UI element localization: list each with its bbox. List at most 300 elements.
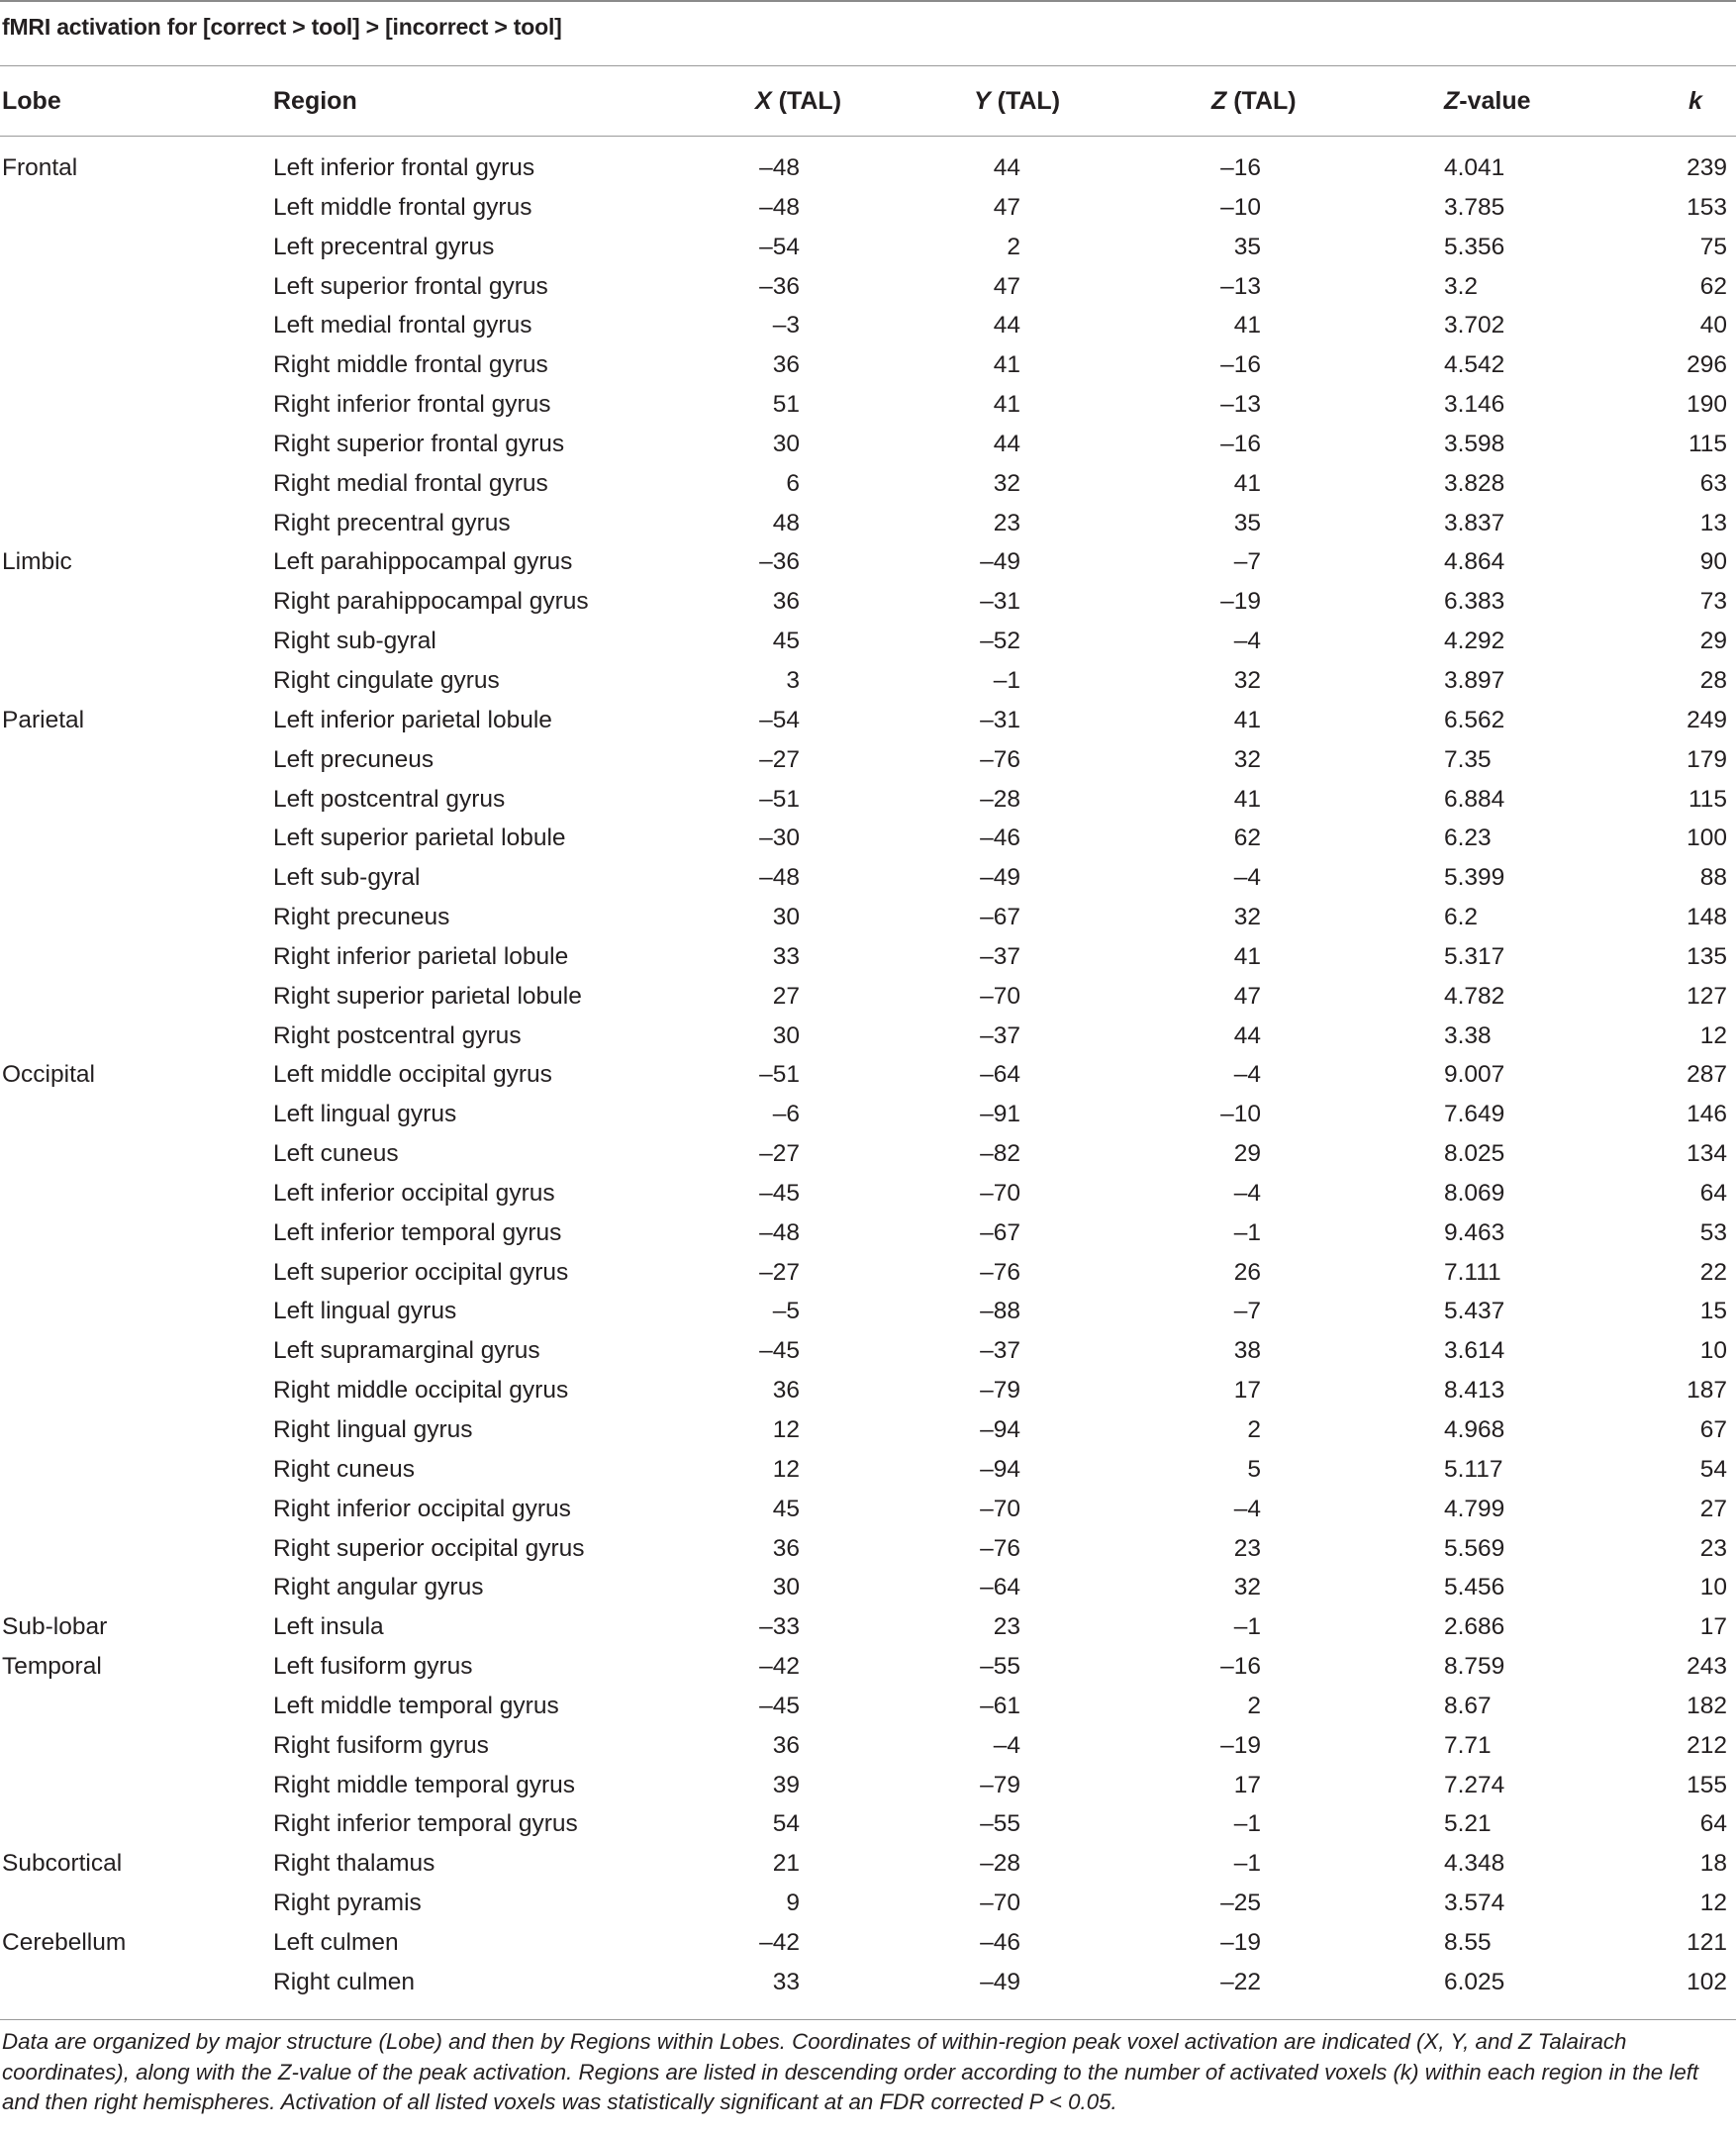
z-cell: 17 bbox=[1233, 1771, 1261, 1798]
y-cell: –49 bbox=[980, 548, 1020, 576]
k-cell: 146 bbox=[1687, 1101, 1727, 1128]
table-row bbox=[0, 1174, 1736, 1213]
table-row bbox=[0, 582, 1736, 622]
z-cell: 5 bbox=[1247, 1455, 1261, 1483]
x-cell: 30 bbox=[772, 904, 800, 931]
lobe-cell: Occipital bbox=[2, 1061, 95, 1089]
z-cell: 47 bbox=[1233, 982, 1261, 1010]
table-row bbox=[0, 385, 1736, 425]
x-cell: –42 bbox=[759, 1928, 800, 1956]
x-cell: –3 bbox=[772, 312, 800, 339]
region-cell: Right inferior occipital gyrus bbox=[273, 1495, 571, 1522]
zvalue-cell: 5.569 bbox=[1444, 1534, 1505, 1562]
x-cell: 36 bbox=[772, 351, 800, 379]
z-cell: 32 bbox=[1233, 1574, 1261, 1601]
y-cell: –76 bbox=[980, 1258, 1020, 1286]
region-cell: Right middle frontal gyrus bbox=[273, 351, 548, 379]
zvalue-cell: 3.146 bbox=[1444, 391, 1505, 419]
y-cell: –79 bbox=[980, 1377, 1020, 1405]
zvalue-cell: 8.025 bbox=[1444, 1140, 1505, 1168]
x-cell: –54 bbox=[759, 233, 800, 260]
zvalue-cell: 6.2 bbox=[1444, 904, 1479, 931]
z-cell: 32 bbox=[1233, 666, 1261, 694]
table-row bbox=[0, 1923, 1736, 1963]
k-cell: 212 bbox=[1687, 1731, 1727, 1759]
x-cell: 39 bbox=[772, 1771, 800, 1798]
y-cell: –76 bbox=[980, 1534, 1020, 1562]
y-cell: –70 bbox=[980, 1179, 1020, 1207]
x-cell: –45 bbox=[759, 1692, 800, 1719]
region-cell: Right pyramis bbox=[273, 1890, 422, 1917]
z-cell: –1 bbox=[1233, 1613, 1261, 1641]
y-cell: –91 bbox=[980, 1101, 1020, 1128]
k-cell: 182 bbox=[1687, 1692, 1727, 1719]
k-cell: 64 bbox=[1699, 1810, 1727, 1838]
k-cell: 243 bbox=[1687, 1653, 1727, 1681]
k-cell: 53 bbox=[1699, 1218, 1727, 1246]
x-cell: 12 bbox=[772, 1416, 800, 1443]
x-cell: –51 bbox=[759, 785, 800, 813]
k-cell: 64 bbox=[1699, 1179, 1727, 1207]
region-cell: Right medial frontal gyrus bbox=[273, 469, 548, 497]
region-cell: Left fusiform gyrus bbox=[273, 1653, 473, 1681]
region-cell: Left supramarginal gyrus bbox=[273, 1337, 540, 1365]
y-cell: –94 bbox=[980, 1455, 1020, 1483]
region-cell: Right postcentral gyrus bbox=[273, 1021, 522, 1049]
zvalue-cell: 7.35 bbox=[1444, 745, 1492, 773]
zvalue-cell: 3.837 bbox=[1444, 509, 1505, 536]
y-cell: –37 bbox=[980, 1337, 1020, 1365]
y-cell: –67 bbox=[980, 1218, 1020, 1246]
x-cell: 21 bbox=[772, 1850, 800, 1878]
x-cell: –51 bbox=[759, 1061, 800, 1089]
x-cell: 36 bbox=[772, 588, 800, 616]
x-cell: –45 bbox=[759, 1337, 800, 1365]
zvalue-cell: 4.782 bbox=[1444, 982, 1505, 1010]
y-cell: 41 bbox=[993, 351, 1020, 379]
k-cell: 88 bbox=[1699, 864, 1727, 892]
region-cell: Left precentral gyrus bbox=[273, 233, 495, 260]
region-cell: Left culmen bbox=[273, 1928, 399, 1956]
k-cell: 239 bbox=[1687, 154, 1727, 181]
y-cell: –82 bbox=[980, 1140, 1020, 1168]
region-cell: Right lingual gyrus bbox=[273, 1416, 473, 1443]
region-cell: Left medial frontal gyrus bbox=[273, 312, 532, 339]
table-row bbox=[0, 228, 1736, 267]
table-row bbox=[0, 504, 1736, 543]
z-cell: 35 bbox=[1233, 509, 1261, 536]
region-cell: Left inferior frontal gyrus bbox=[273, 154, 535, 181]
bottom-rule bbox=[0, 2019, 1736, 2020]
y-cell: –46 bbox=[980, 1928, 1020, 1956]
y-cell: –88 bbox=[980, 1298, 1020, 1325]
z-cell: –7 bbox=[1233, 548, 1261, 576]
table-row bbox=[0, 1450, 1736, 1490]
x-cell: 36 bbox=[772, 1731, 800, 1759]
table-row bbox=[0, 1095, 1736, 1134]
k-cell: 18 bbox=[1699, 1850, 1727, 1878]
region-cell: Right precentral gyrus bbox=[273, 509, 511, 536]
region-cell: Right sub-gyral bbox=[273, 628, 436, 655]
x-cell: 30 bbox=[772, 1021, 800, 1049]
table-row bbox=[0, 780, 1736, 820]
table-row bbox=[0, 1410, 1736, 1450]
k-cell: 155 bbox=[1687, 1771, 1727, 1798]
table-row bbox=[0, 1647, 1736, 1687]
zvalue-cell: 7.71 bbox=[1444, 1731, 1492, 1759]
y-cell: –64 bbox=[980, 1061, 1020, 1089]
table-row bbox=[0, 937, 1736, 977]
table-row bbox=[0, 858, 1736, 898]
zvalue-cell: 7.649 bbox=[1444, 1101, 1505, 1128]
zvalue-cell: 3.38 bbox=[1444, 1021, 1492, 1049]
y-cell: –55 bbox=[980, 1653, 1020, 1681]
table-row bbox=[0, 345, 1736, 385]
k-cell: 287 bbox=[1687, 1061, 1727, 1089]
k-cell: 296 bbox=[1687, 351, 1727, 379]
region-cell: Left middle occipital gyrus bbox=[273, 1061, 552, 1089]
k-cell: 121 bbox=[1687, 1928, 1727, 1956]
z-cell: –16 bbox=[1220, 430, 1261, 457]
region-cell: Left inferior occipital gyrus bbox=[273, 1179, 555, 1207]
region-cell: Right thalamus bbox=[273, 1850, 435, 1878]
region-cell: Right angular gyrus bbox=[273, 1574, 484, 1601]
y-cell: –70 bbox=[980, 1495, 1020, 1522]
region-cell: Left lingual gyrus bbox=[273, 1298, 457, 1325]
region-cell: Right inferior parietal lobule bbox=[273, 942, 569, 970]
y-cell: –28 bbox=[980, 785, 1020, 813]
zvalue-cell: 4.864 bbox=[1444, 548, 1505, 576]
lobe-cell: Limbic bbox=[2, 548, 72, 576]
col-y-header: Y (TAL) bbox=[974, 87, 1061, 115]
table-footnote: Data are organized by major structure (Lobe) and then by Regions within Lobes. Coordinates of within-region peak voxel activation are indicated (X, Y, and Z Talairach coordinates), along with the Z-value of the peak activation. Regions are listed in descending order according to the number of activated voxels (k) within each region in the left and then right hemispheres. Activation of all listed voxels was statistically significant at an FDR corrected P < 0.05. bbox=[2, 2029, 1699, 2114]
z-cell: 41 bbox=[1233, 785, 1261, 813]
y-cell: –31 bbox=[980, 588, 1020, 616]
table-row bbox=[0, 1687, 1736, 1726]
x-cell: 48 bbox=[772, 509, 800, 536]
region-cell: Right superior occipital gyrus bbox=[273, 1534, 585, 1562]
z-cell: –16 bbox=[1220, 154, 1261, 181]
zvalue-cell: 4.799 bbox=[1444, 1495, 1505, 1522]
k-cell: 28 bbox=[1699, 666, 1727, 694]
table-row bbox=[0, 898, 1736, 937]
zvalue-cell: 8.55 bbox=[1444, 1928, 1492, 1956]
x-cell: –6 bbox=[772, 1101, 800, 1128]
x-cell: –36 bbox=[759, 548, 800, 576]
lobe-cell: Parietal bbox=[2, 706, 85, 733]
zvalue-cell: 2.686 bbox=[1444, 1613, 1505, 1641]
region-cell: Right parahippocampal gyrus bbox=[273, 588, 589, 616]
region-cell: Right cuneus bbox=[273, 1455, 416, 1483]
y-cell: 41 bbox=[993, 391, 1020, 419]
col-x-header: X (TAL) bbox=[755, 87, 842, 115]
table-row bbox=[0, 542, 1736, 582]
k-cell: 10 bbox=[1699, 1337, 1727, 1365]
k-cell: 10 bbox=[1699, 1574, 1727, 1601]
k-cell: 249 bbox=[1687, 706, 1727, 733]
col-z-header: Z (TAL) bbox=[1211, 87, 1297, 115]
zvalue-cell: 3.785 bbox=[1444, 193, 1505, 221]
z-cell: –16 bbox=[1220, 1653, 1261, 1681]
region-cell: Left precuneus bbox=[273, 745, 434, 773]
table-row bbox=[0, 1884, 1736, 1923]
x-cell: –45 bbox=[759, 1179, 800, 1207]
z-cell: 35 bbox=[1233, 233, 1261, 260]
y-cell: 44 bbox=[993, 430, 1020, 457]
x-cell: 54 bbox=[772, 1810, 800, 1838]
x-cell: –5 bbox=[772, 1298, 800, 1325]
y-cell: 32 bbox=[993, 469, 1020, 497]
region-cell: Right middle occipital gyrus bbox=[273, 1377, 569, 1405]
table-row bbox=[0, 1055, 1736, 1095]
z-cell: –1 bbox=[1233, 1850, 1261, 1878]
k-cell: 134 bbox=[1687, 1140, 1727, 1168]
table-row bbox=[0, 1371, 1736, 1410]
lobe-cell: Sub-lobar bbox=[2, 1613, 108, 1641]
region-cell: Left sub-gyral bbox=[273, 864, 421, 892]
zvalue-cell: 5.437 bbox=[1444, 1298, 1505, 1325]
x-cell: –30 bbox=[759, 824, 800, 852]
col-zvalue-header: Z-value bbox=[1444, 87, 1531, 115]
zvalue-cell: 3.828 bbox=[1444, 469, 1505, 497]
title-rule bbox=[0, 65, 1736, 66]
table-row bbox=[0, 1766, 1736, 1805]
table-row bbox=[0, 306, 1736, 345]
table-row bbox=[0, 1134, 1736, 1174]
zvalue-cell: 8.67 bbox=[1444, 1692, 1492, 1719]
z-cell: –25 bbox=[1220, 1890, 1261, 1917]
x-cell: –42 bbox=[759, 1653, 800, 1681]
z-cell: –16 bbox=[1220, 351, 1261, 379]
y-cell: –67 bbox=[980, 904, 1020, 931]
x-cell: 36 bbox=[772, 1377, 800, 1405]
z-cell: –4 bbox=[1233, 864, 1261, 892]
header-rule bbox=[0, 136, 1736, 137]
x-cell: 51 bbox=[772, 391, 800, 419]
z-cell: 29 bbox=[1233, 1140, 1261, 1168]
z-cell: –13 bbox=[1220, 391, 1261, 419]
z-cell: 41 bbox=[1233, 312, 1261, 339]
zvalue-cell: 7.274 bbox=[1444, 1771, 1505, 1798]
zvalue-cell: 7.111 bbox=[1444, 1258, 1501, 1286]
lobe-cell: Temporal bbox=[2, 1653, 102, 1681]
zvalue-cell: 9.463 bbox=[1444, 1218, 1505, 1246]
table-row bbox=[0, 622, 1736, 661]
table-row bbox=[0, 148, 1736, 188]
k-cell: 12 bbox=[1699, 1890, 1727, 1917]
z-cell: 38 bbox=[1233, 1337, 1261, 1365]
zvalue-cell: 3.702 bbox=[1444, 312, 1505, 339]
table-row bbox=[0, 1253, 1736, 1293]
k-cell: 187 bbox=[1687, 1377, 1727, 1405]
y-cell: 47 bbox=[993, 272, 1020, 300]
k-cell: 13 bbox=[1699, 509, 1727, 536]
k-cell: 22 bbox=[1699, 1258, 1727, 1286]
zvalue-cell: 3.2 bbox=[1444, 272, 1479, 300]
table-row bbox=[0, 1726, 1736, 1766]
x-cell: 30 bbox=[772, 430, 800, 457]
zvalue-cell: 3.897 bbox=[1444, 666, 1505, 694]
table-row bbox=[0, 977, 1736, 1017]
region-cell: Left superior frontal gyrus bbox=[273, 272, 548, 300]
k-cell: 100 bbox=[1687, 824, 1727, 852]
z-cell: –1 bbox=[1233, 1218, 1261, 1246]
x-cell: –48 bbox=[759, 1218, 800, 1246]
x-cell: 3 bbox=[786, 666, 800, 694]
y-cell: –70 bbox=[980, 982, 1020, 1010]
region-cell: Left lingual gyrus bbox=[273, 1101, 457, 1128]
z-cell: 2 bbox=[1247, 1692, 1261, 1719]
k-cell: 115 bbox=[1688, 785, 1727, 813]
table-row bbox=[0, 1568, 1736, 1607]
y-cell: 23 bbox=[993, 509, 1020, 536]
k-cell: 23 bbox=[1699, 1534, 1727, 1562]
k-cell: 90 bbox=[1699, 548, 1727, 576]
z-cell: –19 bbox=[1220, 1928, 1261, 1956]
k-cell: 102 bbox=[1687, 1968, 1727, 1995]
z-cell: 41 bbox=[1233, 942, 1261, 970]
table-row bbox=[0, 1607, 1736, 1647]
z-cell: –1 bbox=[1233, 1810, 1261, 1838]
table-row bbox=[0, 1963, 1736, 2002]
k-cell: 190 bbox=[1687, 391, 1727, 419]
zvalue-cell: 6.23 bbox=[1444, 824, 1492, 852]
y-cell: 44 bbox=[993, 154, 1020, 181]
k-cell: 115 bbox=[1688, 430, 1727, 457]
x-cell: 36 bbox=[772, 1534, 800, 1562]
z-cell: –7 bbox=[1233, 1298, 1261, 1325]
k-cell: 27 bbox=[1699, 1495, 1727, 1522]
y-cell: –37 bbox=[980, 1021, 1020, 1049]
region-cell: Right middle temporal gyrus bbox=[273, 1771, 576, 1798]
z-cell: –19 bbox=[1220, 1731, 1261, 1759]
lobe-cell: Frontal bbox=[2, 154, 78, 181]
y-cell: –61 bbox=[980, 1692, 1020, 1719]
x-cell: –27 bbox=[759, 745, 800, 773]
z-cell: 26 bbox=[1233, 1258, 1261, 1286]
k-cell: 12 bbox=[1699, 1021, 1727, 1049]
z-cell: 44 bbox=[1233, 1021, 1261, 1049]
x-cell: 6 bbox=[786, 469, 800, 497]
z-cell: 32 bbox=[1233, 745, 1261, 773]
zvalue-cell: 5.317 bbox=[1444, 942, 1505, 970]
y-cell: –46 bbox=[980, 824, 1020, 852]
zvalue-cell: 5.356 bbox=[1444, 233, 1505, 260]
region-cell: Right culmen bbox=[273, 1968, 415, 1995]
x-cell: 45 bbox=[772, 1495, 800, 1522]
z-cell: 32 bbox=[1233, 904, 1261, 931]
k-cell: 148 bbox=[1687, 904, 1727, 931]
zvalue-cell: 5.456 bbox=[1444, 1574, 1505, 1601]
z-cell: 62 bbox=[1233, 824, 1261, 852]
zvalue-cell: 4.542 bbox=[1444, 351, 1505, 379]
x-cell: 30 bbox=[772, 1574, 800, 1601]
z-cell: –10 bbox=[1220, 193, 1261, 221]
zvalue-cell: 6.025 bbox=[1444, 1968, 1505, 1995]
table-row bbox=[0, 464, 1736, 504]
zvalue-cell: 8.069 bbox=[1444, 1179, 1505, 1207]
y-cell: –70 bbox=[980, 1890, 1020, 1917]
region-cell: Right precuneus bbox=[273, 904, 450, 931]
y-cell: –28 bbox=[980, 1850, 1020, 1878]
col-lobe-header: Lobe bbox=[2, 87, 61, 115]
z-cell: 23 bbox=[1233, 1534, 1261, 1562]
x-cell: 12 bbox=[772, 1455, 800, 1483]
z-cell: 41 bbox=[1233, 706, 1261, 733]
region-cell: Left middle temporal gyrus bbox=[273, 1692, 559, 1719]
x-cell: 45 bbox=[772, 628, 800, 655]
x-cell: –33 bbox=[759, 1613, 800, 1641]
table-title: fMRI activation for [correct > tool] > [incorrect > tool] bbox=[2, 14, 562, 40]
table-row bbox=[0, 1844, 1736, 1884]
region-cell: Left inferior parietal lobule bbox=[273, 706, 552, 733]
k-cell: 62 bbox=[1699, 272, 1727, 300]
z-cell: –4 bbox=[1233, 1061, 1261, 1089]
region-cell: Right cingulate gyrus bbox=[273, 666, 500, 694]
y-cell: 44 bbox=[993, 312, 1020, 339]
y-cell: –55 bbox=[980, 1810, 1020, 1838]
y-cell: 47 bbox=[993, 193, 1020, 221]
zvalue-cell: 6.884 bbox=[1444, 785, 1505, 813]
k-cell: 73 bbox=[1699, 588, 1727, 616]
x-cell: 33 bbox=[772, 942, 800, 970]
y-cell: 2 bbox=[1007, 233, 1020, 260]
table-row bbox=[0, 740, 1736, 780]
table-row bbox=[0, 425, 1736, 464]
y-cell: 23 bbox=[993, 1613, 1020, 1641]
x-cell: 33 bbox=[772, 1968, 800, 1995]
table-row bbox=[0, 1331, 1736, 1371]
y-cell: –49 bbox=[980, 1968, 1020, 1995]
region-cell: Left parahippocampal gyrus bbox=[273, 548, 573, 576]
x-cell: –48 bbox=[759, 193, 800, 221]
z-cell: 17 bbox=[1233, 1377, 1261, 1405]
table-body bbox=[0, 148, 1736, 2002]
table-row bbox=[0, 267, 1736, 307]
zvalue-cell: 8.759 bbox=[1444, 1653, 1505, 1681]
zvalue-cell: 9.007 bbox=[1444, 1061, 1505, 1089]
y-cell: –52 bbox=[980, 628, 1020, 655]
zvalue-cell: 5.21 bbox=[1444, 1810, 1492, 1838]
k-cell: 15 bbox=[1699, 1298, 1727, 1325]
table-row bbox=[0, 188, 1736, 228]
table-row bbox=[0, 1017, 1736, 1056]
x-cell: 9 bbox=[786, 1890, 800, 1917]
zvalue-cell: 5.117 bbox=[1444, 1455, 1503, 1483]
y-cell: –64 bbox=[980, 1574, 1020, 1601]
region-cell: Right superior frontal gyrus bbox=[273, 430, 565, 457]
top-rule bbox=[0, 0, 1736, 2]
z-cell: –4 bbox=[1233, 1179, 1261, 1207]
region-cell: Right inferior frontal gyrus bbox=[273, 391, 551, 419]
z-cell: –13 bbox=[1220, 272, 1261, 300]
y-cell: –49 bbox=[980, 864, 1020, 892]
y-cell: –4 bbox=[993, 1731, 1020, 1759]
x-cell: –27 bbox=[759, 1140, 800, 1168]
zvalue-cell: 8.413 bbox=[1444, 1377, 1505, 1405]
table-row bbox=[0, 701, 1736, 740]
zvalue-cell: 3.574 bbox=[1444, 1890, 1505, 1917]
table-row bbox=[0, 819, 1736, 858]
z-cell: –10 bbox=[1220, 1101, 1261, 1128]
y-cell: –79 bbox=[980, 1771, 1020, 1798]
x-cell: –36 bbox=[759, 272, 800, 300]
region-cell: Right inferior temporal gyrus bbox=[273, 1810, 578, 1838]
x-cell: –27 bbox=[759, 1258, 800, 1286]
zvalue-cell: 4.292 bbox=[1444, 628, 1505, 655]
table-row bbox=[0, 1213, 1736, 1253]
y-cell: –76 bbox=[980, 745, 1020, 773]
